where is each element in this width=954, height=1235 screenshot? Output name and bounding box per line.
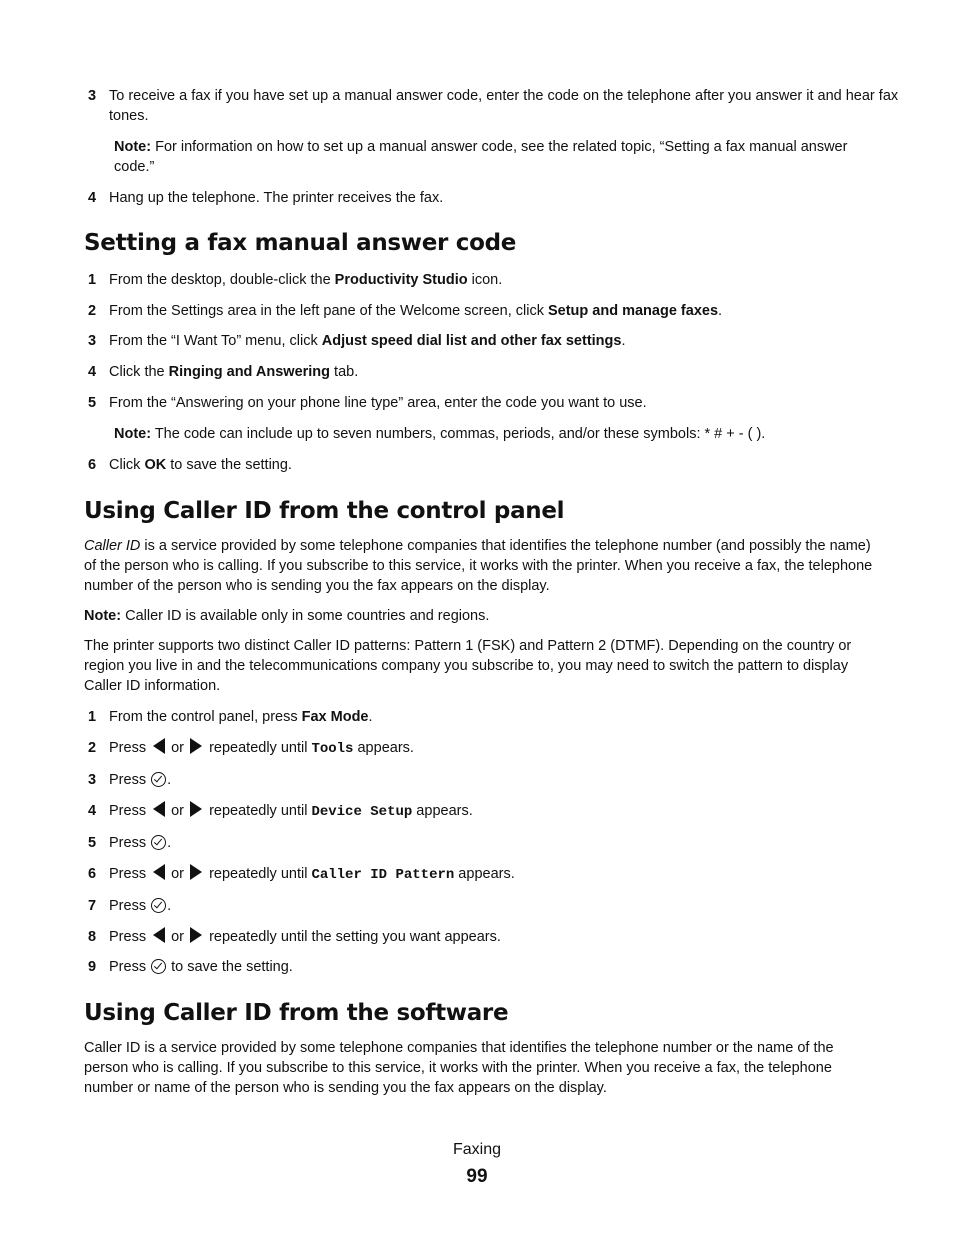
step-text: . <box>718 303 723 319</box>
step-number: 4 <box>88 803 97 819</box>
step-item <box>84 455 899 475</box>
page-number: 99 <box>466 1166 488 1187</box>
step-text: Press <box>109 929 151 945</box>
section-heading: Using Caller ID from the software <box>84 1000 509 1026</box>
note-text: For information on how to set up a manual answer code, see the related topic, “Setting a fax manual answer code.” <box>114 139 848 175</box>
step-text: From the Settings area in the left pane of the Welcome screen, click <box>109 303 548 319</box>
step-text: Click the <box>109 364 169 380</box>
paragraph <box>84 536 874 596</box>
step-text: To receive a fax if you have set up a manual answer code, enter the code on the telephone after you answer it and hear fax tones. <box>109 88 899 124</box>
step-item <box>84 864 899 885</box>
step-number: 4 <box>88 190 97 206</box>
step-text: or <box>167 740 189 756</box>
step-item <box>84 270 899 290</box>
step-number: 3 <box>88 772 97 788</box>
step-item <box>84 957 899 977</box>
step-text: . <box>368 709 373 725</box>
step-text: . <box>167 835 172 851</box>
ui-term: Ringing and Answering <box>168 364 331 380</box>
step-text: repeatedly until <box>205 803 312 819</box>
display-text: Caller ID Pattern <box>311 867 455 883</box>
left-arrow-icon <box>153 927 165 943</box>
note-label: Note: <box>84 608 122 624</box>
step-number: 2 <box>88 303 97 319</box>
step-item <box>84 301 899 321</box>
display-text: Tools <box>311 741 354 757</box>
left-arrow-icon <box>153 738 165 754</box>
step-item <box>84 927 899 947</box>
step-text: repeatedly until <box>205 740 312 756</box>
step-item <box>84 896 899 916</box>
step-text: From the “I Want To” menu, click <box>109 333 322 349</box>
step-number: 8 <box>88 929 97 945</box>
note-label: Note: <box>114 139 152 155</box>
note-text: Caller ID is available only in some countries and regions. <box>121 608 490 624</box>
note-label: Note: <box>114 426 152 442</box>
step-number: 6 <box>88 457 97 473</box>
step-item <box>84 331 899 351</box>
section-heading: Using Caller ID from the control panel <box>84 498 565 524</box>
step-number: 5 <box>88 395 97 411</box>
step-text: appears. <box>412 803 473 819</box>
ok-checkmark-icon <box>151 772 166 787</box>
step-number: 6 <box>88 866 97 882</box>
step-text: Click <box>109 457 145 473</box>
step-item <box>84 188 899 208</box>
step-text: or <box>167 803 189 819</box>
step-text: to save the setting. <box>167 959 293 975</box>
right-arrow-icon <box>190 738 202 754</box>
note <box>84 424 874 444</box>
ui-term: Setup and manage faxes <box>547 303 719 319</box>
paragraph: The printer supports two distinct Caller ID patterns: Pattern 1 (FSK) and Pattern 2 (DTMF). Depending on the country or region you live in and the telecommunications company you subscribe to, you may need to switch the pattern to display Caller ID information. <box>84 638 852 694</box>
step-item <box>84 362 899 382</box>
step-item <box>84 738 899 759</box>
ui-term: Fax Mode <box>301 709 369 725</box>
step-text: icon. <box>467 272 503 288</box>
step-number: 7 <box>88 898 97 914</box>
ui-term: Productivity Studio <box>334 272 468 288</box>
step-number: 4 <box>88 364 97 380</box>
step-number: 2 <box>88 740 97 756</box>
step-text: to save the setting. <box>166 457 292 473</box>
step-text: Press <box>109 835 151 851</box>
paragraph: Caller ID is a service provided by some telephone companies that identifies the telephone number or the name of the person who is calling. If you subscribe to this service, it works with the printer. When you receive a fax, the telephone number or name of the person who is sending you the fax appears on the display. <box>84 1040 834 1096</box>
step-text: From the desktop, double-click the <box>109 272 335 288</box>
step-number: 1 <box>88 272 97 288</box>
ok-checkmark-icon <box>151 898 166 913</box>
step-number: 3 <box>88 88 97 104</box>
step-text: Hang up the telephone. The printer receives the fax. <box>109 190 444 206</box>
ok-checkmark-icon <box>151 835 166 850</box>
paragraph-text: is a service provided by some telephone companies that identifies the telephone number (and possibly the name) of the person who is calling. If you subscribe to this service, it works with the printer. When you receive a fax, the telephone number of the person who is sending you the fax appears on the display. <box>84 538 873 594</box>
ok-checkmark-icon <box>151 959 166 974</box>
step-text: . <box>167 772 172 788</box>
step-text: Press <box>109 772 151 788</box>
step-item <box>84 86 899 126</box>
step-text: . <box>621 333 626 349</box>
step-text: Press <box>109 898 151 914</box>
footer-chapter: Faxing <box>452 1141 502 1158</box>
display-text: Device Setup <box>311 804 413 820</box>
step-text: tab. <box>330 364 359 380</box>
step-text: or <box>167 929 189 945</box>
section-heading: Setting a fax manual answer code <box>84 230 517 256</box>
step-item <box>84 770 899 790</box>
step-number: 9 <box>88 959 97 975</box>
right-arrow-icon <box>190 801 202 817</box>
step-text: Press <box>109 803 151 819</box>
right-arrow-icon <box>190 927 202 943</box>
right-arrow-icon <box>190 864 202 880</box>
step-text: Press <box>109 959 151 975</box>
step-text: Press <box>109 866 151 882</box>
step-number: 5 <box>88 835 97 851</box>
ui-term: Adjust speed dial list and other fax settings <box>321 333 622 349</box>
note-text: The code can include up to seven numbers, commas, periods, and/or these symbols: * # + - ( ). <box>151 426 766 442</box>
step-text: appears. <box>454 866 515 882</box>
step-number: 3 <box>88 333 97 349</box>
step-text: . <box>167 898 172 914</box>
step-text: From the control panel, press <box>109 709 302 725</box>
ui-term: OK <box>144 457 167 473</box>
step-text: appears. <box>353 740 414 756</box>
step-number: 1 <box>88 709 97 725</box>
note <box>84 606 874 626</box>
note <box>84 137 874 177</box>
step-text: repeatedly until <box>205 866 312 882</box>
left-arrow-icon <box>153 801 165 817</box>
step-item <box>84 393 899 413</box>
italic-term: Caller ID <box>84 538 141 554</box>
step-item <box>84 707 899 727</box>
step-item <box>84 801 899 822</box>
step-item <box>84 833 899 853</box>
step-text: or <box>167 866 189 882</box>
step-text: Press <box>109 740 151 756</box>
left-arrow-icon <box>153 864 165 880</box>
step-text: repeatedly until the setting you want appears. <box>205 929 501 945</box>
step-text: From the “Answering on your phone line type” area, enter the code you want to use. <box>109 395 647 411</box>
